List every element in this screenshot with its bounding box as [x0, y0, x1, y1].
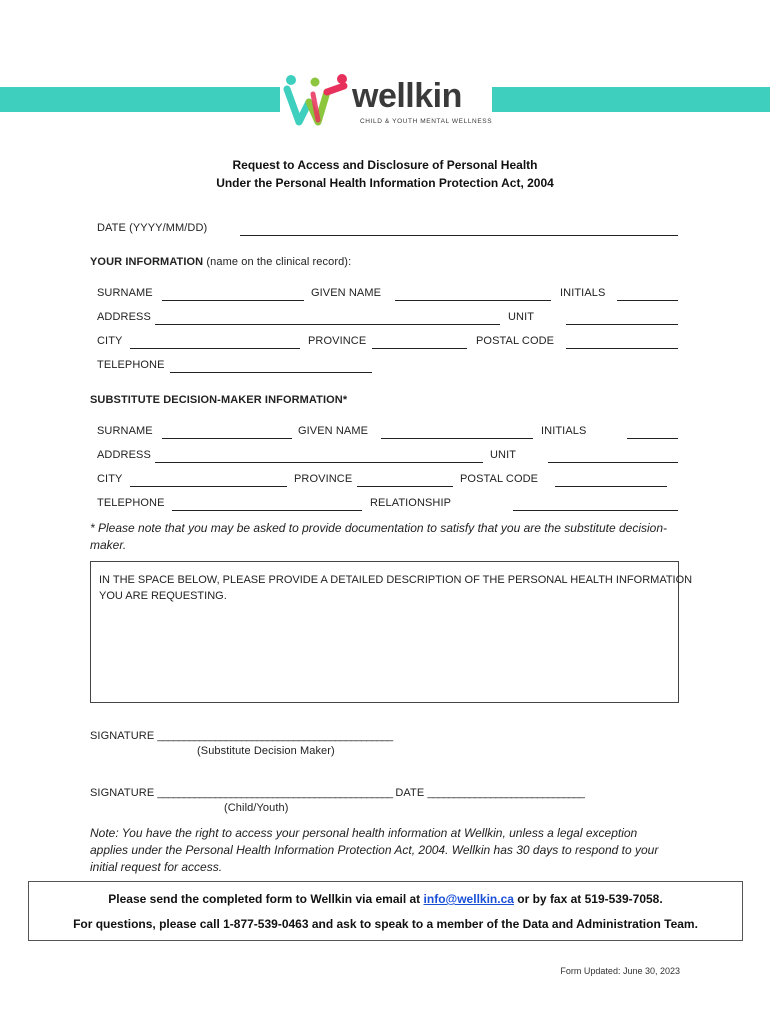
- city-label: CITY: [97, 335, 123, 347]
- signature-child-date-field[interactable]: ______________________________: [427, 787, 584, 799]
- request-description-box[interactable]: [90, 561, 693, 703]
- rights-note-line2: applies under the Personal Health Information Protection Act, 2004. Wellkin has 30 days to respond to your: [90, 843, 659, 857]
- sdm-postal-code-label: POSTAL CODE: [460, 473, 539, 485]
- sdm-footnote-line1: * Please note that you may be asked to provide documentation to satisfy that you are the substitute decision-: [90, 521, 668, 535]
- surname-label: SURNAME: [97, 287, 153, 299]
- sdm-telephone-field[interactable]: [172, 510, 362, 511]
- initials-label: INITIALS: [560, 287, 606, 299]
- given-name-field[interactable]: [395, 300, 551, 301]
- telephone-label: TELEPHONE: [97, 359, 165, 371]
- your-info-heading-note: (name on the clinical record):: [206, 256, 352, 268]
- sdm-given-name-label: GIVEN NAME: [298, 425, 369, 437]
- date-field[interactable]: [240, 235, 678, 236]
- sdm-address-label: ADDRESS: [97, 449, 151, 461]
- contact-send-prefix: Please send the completed form to Wellkin via email at: [108, 892, 421, 906]
- signature-sdm-field[interactable]: _____________________________________________: [157, 730, 393, 742]
- province-field[interactable]: [372, 348, 467, 349]
- form-updated-date: Form Updated: June 30, 2023: [560, 966, 680, 976]
- wellkin-logo-icon: [282, 72, 352, 130]
- province-label: PROVINCE: [308, 335, 367, 347]
- sdm-relationship-field[interactable]: [513, 510, 678, 511]
- contact-email-link[interactable]: info@wellkin.ca: [423, 892, 514, 906]
- sdm-province-label: PROVINCE: [294, 473, 353, 485]
- request-description-line1: IN THE SPACE BELOW, PLEASE PROVIDE A DETAILED DESCRIPTION OF THE PERSONAL HEALTH INFORMATION: [99, 574, 693, 586]
- sdm-given-name-field[interactable]: [381, 438, 533, 439]
- sdm-heading: SUBSTITUTE DECISION-MAKER INFORMATION*: [90, 394, 348, 406]
- given-name-label: GIVEN NAME: [311, 287, 382, 299]
- your-info-heading-text: YOUR INFORMATION: [90, 256, 204, 268]
- sdm-city-label: CITY: [97, 473, 123, 485]
- request-description-instructions: [99, 572, 693, 604]
- city-field[interactable]: [130, 348, 300, 349]
- sdm-unit-label: UNIT: [490, 449, 517, 461]
- contact-send-suffix: or by fax at 519-539-7058.: [517, 892, 663, 906]
- signature-child: [90, 787, 584, 799]
- sdm-telephone-label: TELEPHONE: [97, 497, 165, 509]
- signature-child-field[interactable]: _____________________________________________: [157, 787, 393, 799]
- brand-name: wellkin: [352, 77, 462, 115]
- sdm-relationship-label: RELATIONSHIP: [370, 497, 452, 509]
- initials-field[interactable]: [617, 300, 678, 301]
- wellkin-logo: [282, 72, 492, 130]
- date-label: DATE (YYYY/MM/DD): [97, 222, 208, 234]
- sdm-unit-field[interactable]: [548, 462, 678, 463]
- form-title-line1: Request to Access and Disclosure of Personal Health: [232, 158, 538, 172]
- brand-tagline: CHILD & YOUTH MENTAL WELLNESS: [360, 118, 493, 125]
- request-description-line2: YOU ARE REQUESTING.: [99, 590, 227, 602]
- signature-child-label: SIGNATURE: [90, 787, 155, 799]
- unit-field[interactable]: [566, 324, 678, 325]
- telephone-field[interactable]: [170, 372, 372, 373]
- sdm-footnote-line2: maker.: [90, 538, 127, 552]
- sdm-postal-code-field[interactable]: [555, 486, 667, 487]
- rights-note-line1: Note: You have the right to access your personal health information at Wellkin, unless a legal exception: [90, 826, 638, 840]
- sdm-city-field[interactable]: [130, 486, 287, 487]
- contact-send-line: [29, 892, 742, 906]
- contact-box: [28, 881, 743, 941]
- rights-note-line3: initial request for access.: [90, 860, 223, 874]
- header-band-right: [492, 87, 770, 112]
- address-label: ADDRESS: [97, 311, 151, 323]
- address-field[interactable]: [155, 324, 500, 325]
- contact-questions-line: For questions, please call 1-877-539-0463 and ask to speak to a member of the Data and Administration Team.: [73, 917, 698, 931]
- sdm-surname-field[interactable]: [162, 438, 292, 439]
- your-info-heading: [90, 256, 351, 268]
- signature-child-caption: (Child/Youth): [224, 802, 289, 814]
- form-title-line2: Under the Personal Health Information Protection Act, 2004: [216, 176, 554, 190]
- sdm-address-field[interactable]: [155, 462, 483, 463]
- sdm-province-field[interactable]: [357, 486, 453, 487]
- signature-child-date-label: DATE: [395, 787, 425, 799]
- surname-field[interactable]: [162, 300, 304, 301]
- signature-sdm-label: SIGNATURE: [90, 730, 155, 742]
- postal-code-label: POSTAL CODE: [476, 335, 555, 347]
- sdm-initials-field[interactable]: [627, 438, 678, 439]
- postal-code-field[interactable]: [566, 348, 678, 349]
- sdm-initials-label: INITIALS: [541, 425, 587, 437]
- signature-sdm: [90, 730, 392, 742]
- sdm-surname-label: SURNAME: [97, 425, 153, 437]
- unit-label: UNIT: [508, 311, 535, 323]
- header-band-left: [0, 87, 280, 112]
- signature-sdm-caption: (Substitute Decision Maker): [197, 745, 335, 757]
